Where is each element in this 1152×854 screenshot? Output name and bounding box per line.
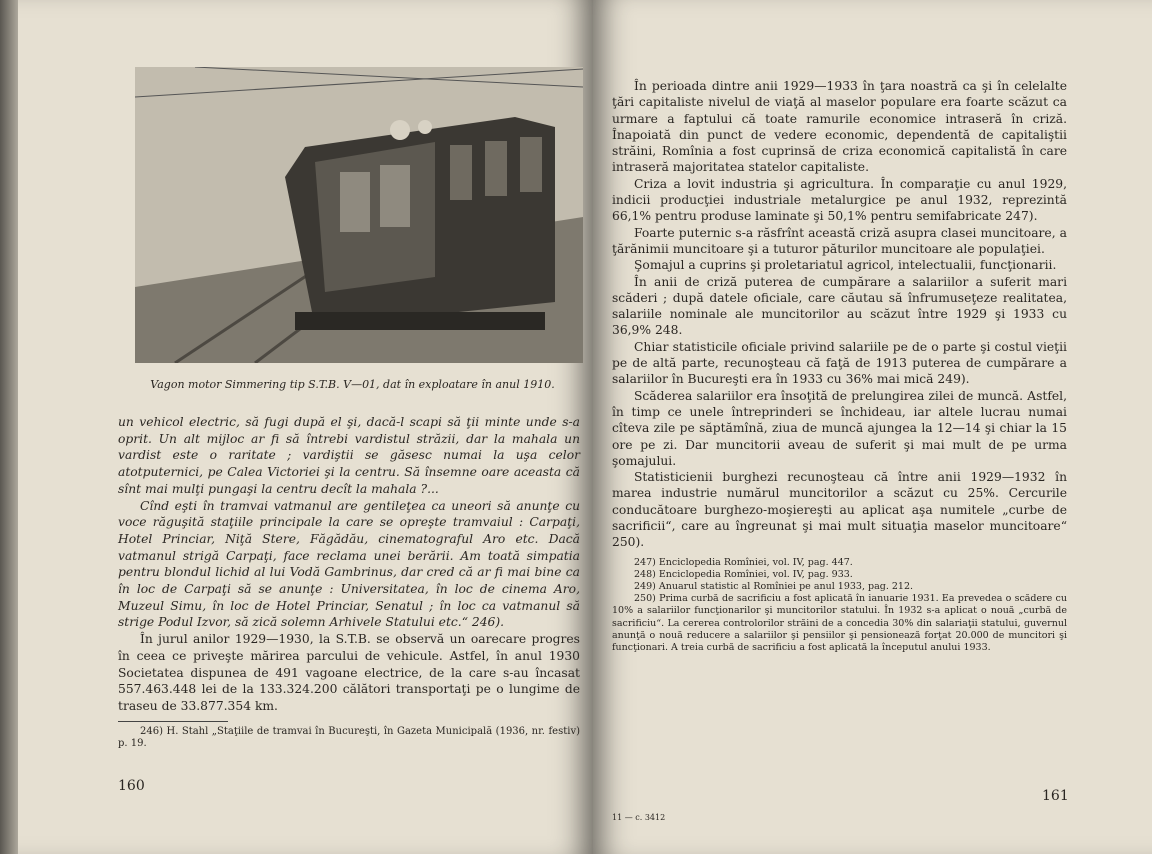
body-paragraph: Statisticienii burghezi recunoşteau că între anii 1929—1932 în marea industrie numărul muncitorilor a scăzut cu 25%. Cercurile conducătoare burghezo-moşiereşti au aplicat aşa numitele „curbe de sacrificii“, care au îngreunat şi mai mult situaţia maselor muncitoare“ 250).: [612, 470, 1067, 550]
footnote-divider: [118, 721, 228, 722]
tram-illustration: [135, 67, 583, 363]
body-paragraph: În perioada dintre anii 1929—1933 în ţara noastră ca şi în celelalte ţări capitaliste nivelul de viaţă al maselor populare era foarte scăzut ca urmare a faptului că toate ramurile economice intraseră în criză. Înapoiată din punct de vedere economic, dependentă de capitaliştii străini, Romînia a fost cuprinsă de criza economică capitalistă în care intraseră majoritatea statelor capitaliste.: [612, 79, 1067, 175]
left-text-block: [118, 414, 580, 751]
body-paragraph: În anii de criză puterea de cumpărare a salariilor a suferit mari scăderi ; după datele oficiale, care căutau să înfrumuseţeze realitatea, salariile nominale ale muncitorilor au scăzut între 1929 şi 1933 cu 36,9% 248.: [612, 274, 1067, 338]
printer-signature: 11 — c. 3412: [612, 813, 666, 822]
footnote: 247) Enciclopedia Romîniei, vol. IV, pag. 447.: [634, 556, 853, 568]
footnote: 249) Anuarul statistic al Romîniei pe anul 1933, pag. 212.: [634, 581, 914, 593]
page-number-left: 160: [118, 778, 145, 794]
body-paragraph: În jurul anilor 1929—1930, la S.T.B. se observă un oarecare progres în ceea ce priveşte mărirea parcului de vehicule. Astfel, în anul 1930 Societatea dispunea de 491 vagoane electrice, de la care s-au încasat 557.463.448 lei de la 133.324.200 călători transportaţi pe o lungime de traseu de 33.877.354 km.: [118, 632, 580, 713]
body-paragraph: Chiar statisticile oficiale privind salariile pe de o parte şi costul vieţii pe de altă parte, recunoşteau că faţă de 1913 puterea de cumpărare a salariilor în Bucureşti era în 1933 cu 36% mai mică 249).: [612, 339, 1067, 387]
body-paragraph: Şomajul a cuprins şi proletariatul agricol, intelectualii, funcţionarii.: [634, 258, 1057, 273]
quote-paragraph: un vehicol electric, să fugi după el şi, dacă-l scapi să ţii minte unde s-a oprit. Un alt mijloc ar fi să întrebi vardistul străzii, dar la mahala un vardist este o raritate ; vardiştii se găsesc numai la uşa celor atotputernici, pe Calea Victoriei şi la centru. Să însemne oare aceasta că sînt mai mulţi pungaşi la centru decît la mahala ?...: [118, 415, 580, 496]
right-text-block: [612, 78, 1067, 654]
body-paragraph: Criza a lovit industria şi agricultura. În comparaţie cu anul 1929, indicii producţiei industriale metalurgice pe anul 1932, reprezintă 66,1% pentru produse laminate şi 50,1% pentru semifabricate 247).: [612, 176, 1067, 224]
footnote: 248) Enciclopedia Romîniei, vol. IV, pag. 933.: [634, 568, 853, 580]
tram-photo: [135, 67, 583, 363]
photo-caption: Vagon motor Simmering tip S.T.B. V—01, dat în exploatare în anul 1910.: [150, 378, 555, 391]
footnote: 250) Prima curbă de sacrificiu a fost aplicată în ianuarie 1931. Ea prevedea o scădere cu 10% a salariilor funcţionarilor şi muncitorilor statului. În 1932 s-a aplicat o nouă „curbă de sacrificiu“. La cererea controlorilor străini de a concedia 30% din salariaţii statului, guvernul anunţă o nouă reducere a salariilor şi pensiilor şi pensionează forţat 20.000 de muncitori şi funcţionari. A treia curbă de sacrificiu a fost aplicată la începutul anului 1933.: [612, 593, 1067, 654]
page-number-right: 161: [1042, 788, 1069, 804]
body-paragraph: Foarte puternic s-a răsfrînt această criză asupra clasei muncitoare, a ţărănimii muncitoare şi a tuturor păturilor muncitoare ale populaţiei.: [612, 225, 1067, 256]
body-paragraph: Scăderea salariilor era însoţită de prelungirea zilei de muncă. Astfel, în timp ce unele întreprinderi se închideau, iar altele lucrau numai cîteva zile pe săptămînă, ziua de muncă ajungea la 12—14 şi chiar la 15 ore pe zi. Dar muncitorii aveau de suferit şi mai mult de pe urma şomajului.: [612, 388, 1067, 468]
quote-paragraph: Cînd eşti în tramvai vatmanul are gentileţea ca uneori să anunţe cu voce răguşită staţiile principale la care se opreşte tramvaiul : Carpaţi, Hotel Princiar, Niţă Stere, Făgădău, cinematograful Aro etc. Dacă vatmanul strigă Carpaţi, face reclama unei berării. Am toată simpatia pentru blondul lichid al lui Vodă Gambrinus, dar cred că ar fi mai bine ca în loc de Carpaţi să se anunţe : Universitatea, în loc de cinema Aro, Muzeul Simu, în loc de Hotel Princiar, Senatul ; în loc ca vatmanul să strige Podul Izvor, să zică solemn Arhivele Statului etc.“ 246).: [118, 498, 580, 630]
footnote: 246) H. Stahl „Staţiile de tramvai în Bucureşti, în Gazeta Municipală (1936, nr. festiv) p. 19.: [118, 725, 580, 750]
